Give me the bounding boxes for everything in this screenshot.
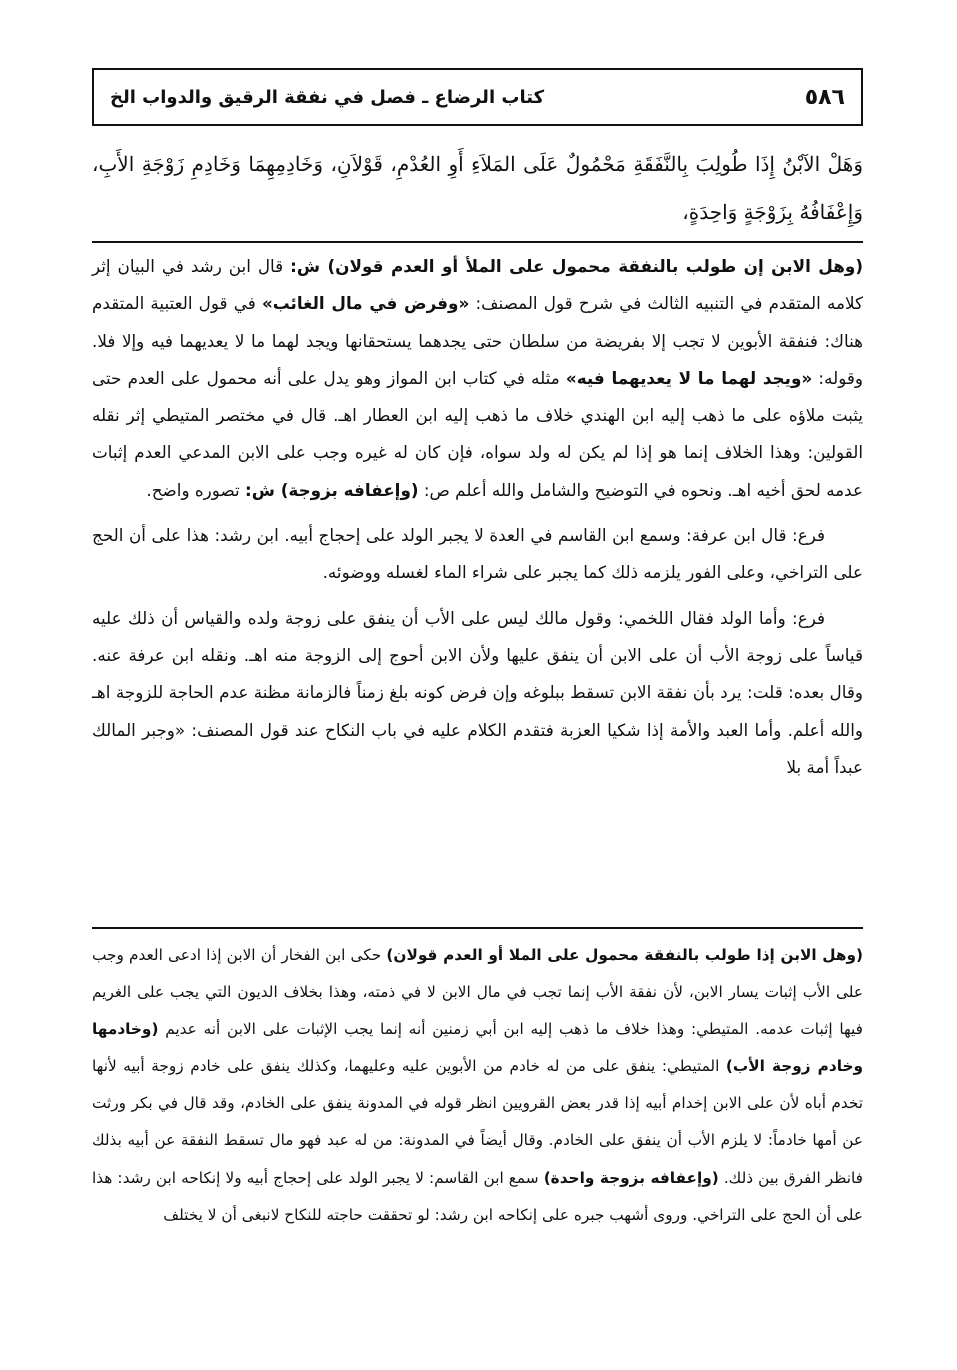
footnote-text: سمع ابن القاسم: لا يجبر الولد على إحجاج أبيه ولا إنكاحه ابن رشد: هذا على أن الحج على التراخي. وروى أشهب جبره على إنكاحه ابن رشد: لو تحققت حاجته للنكاح لانبغى أن لا يختلف [92,1168,863,1224]
page-header [92,68,863,126]
commentary-paragraph-1 [92,248,863,509]
footnote-lead: (وهل الابن إذا طولب بالنفقة محمول على الملا أو العدم قولان) [386,946,864,964]
running-title: كتاب الرضاع ـ فصل في نفقة الرقيق والدواب الخ [110,86,545,108]
footnotes [92,937,863,1234]
footnote-lead: (وإعفافه بزوجة واحدة) [543,1168,719,1187]
commentary [92,248,863,786]
commentary-text: قال ابن رشد في البيان إثر كلامه المتقدم في التنبيه الثالث في شرح قول المصنف: [92,256,863,314]
footnote-text: المتيطي: ينفق على من له خادم من الأبوين عليه وعليهما، وكذلك ينفق على خادم زوجة أبيه لأنها تخدم أباه لأن على الابن إخدام أبيه إذا قدر بعض القرويين انظر قوله في المدونة ينفق على الخادم، وقد قال في بكر ورثت عن أمها خادماً: لا يلزم الأب أن ينفق على الخادم. وقال أيضاً في المدونة: من له عبد فهو مال تسقط النفقة عن أبيه بذلك فانظر الفرق بين ذلك. [92,1057,863,1187]
matn-text: وَهَلْ الآبْنُ إِذَا طُولِبَ بِالنَّفَقَةِ مَحْمُولٌ عَلَى المَلاَءِ أَوِ العُدْمِ، قَوْلاَنِ، وَخَادِمِهِمَا وَخَادِمِ زَوْجَةِ الأَبِ، وَإِعْفَافُهُ بِزَوْجَةٍ وَاحِدَةٍ، [92,152,863,224]
commentary-text: في قول العتبية المتقدم هناك: فنفقة الأبوين لا تجب إلا بفريضة من سلطان حتى يجدهما يستحقانها ويجد لهما ما لا يعديهما فيه وإلا فلا. وقوله: [92,293,863,388]
page-number: ٥٨٦ [804,84,845,110]
footnote-text: حكى ابن الفخار أن الابن إذا ادعى العدم وجب على الأب إثبات يسار الابن، لأن نفقة الأب إنما تجب في مال الابن لا في ذمته، وهذا بخلاف الديون التي يجب على الغريم فيها إثبات عدمه. المتيطي: وهذا خلاف ما ذهب إليه ابن أبي زمنين أنه إنما يجب الإثبات على الابن أنه عديم [92,946,863,1039]
footnote-paragraph [92,937,863,1234]
matn-quote: «وفرض في مال الغائب» [261,293,470,314]
commentary-text: مثله في كتاب ابن المواز وهو يدل على أنه محمول على العدم حتى يثبت ملاؤه على ما ذهب إليه ابن الهندي خلاف ما ذهب إليه ابن العطار اهـ. قال في مختصر المتيطي إثر نقله القولين: وهذا الخلاف إنما هو إذا لم يكن له ولد سواه، فإن كان له غيره وجب على الابن المدعي العدم إثبات عدمه لحق أخيه اهـ. ونحوه في التوضيح والشامل والله أعلم ص: [92,367,863,500]
matn-quote-lead: (وإعفافه بزوجة) ش: [245,479,419,500]
matn-quote: «ويجد لهما ما لا يعديهما فيه» [565,367,813,388]
matn-divider [92,241,863,243]
commentary-paragraph-2: فرع: قال ابن عرفة: وسمع ابن القاسم في العدة لا يجبر الولد على إحجاج أبيه. ابن رشد: هذا على أن الحج على التراخي، وعلى الفور يلزمه ذلك كما يجبر على شراء الماء لغسله ووضوئه. [92,525,863,583]
footnote-lead: (وخادمها وخادم زوجة الأب) [92,1020,863,1076]
commentary-paragraph-3: فرع: وأما الولد فقال اللخمي: وقول مالك ليس على الأب أن ينفق على زوجة ولده والقياس أن ذلك عليه قياساً على زوجة الأب أن على الابن أن ينفق عليها ولأن الابن أحوج إلى الزوجة منه اهـ. ونقله ابن عرفة عنه. وقال بعده: قلت: يرد بأن نفقة الابن تسقط ببلوغه وإن فرض كونه بلغ زمناً فالزمانة مظنة عدم الحاجة للزوجة اهـ والله أعلم. وأما العبد والأمة إذا شكيا العزبة فتقدم الكلام عليه في باب النكاح عند قول المصنف: «وجبر المالك عبداً أمة بلا [92,607,863,777]
footnote-divider [92,927,863,929]
commentary-text: تصوره واضح. [146,479,246,500]
matn-quote-lead: (وهل الابن إن طولب بالنفقة محمول على الملأ أو العدم قولان) ش: [290,256,864,276]
